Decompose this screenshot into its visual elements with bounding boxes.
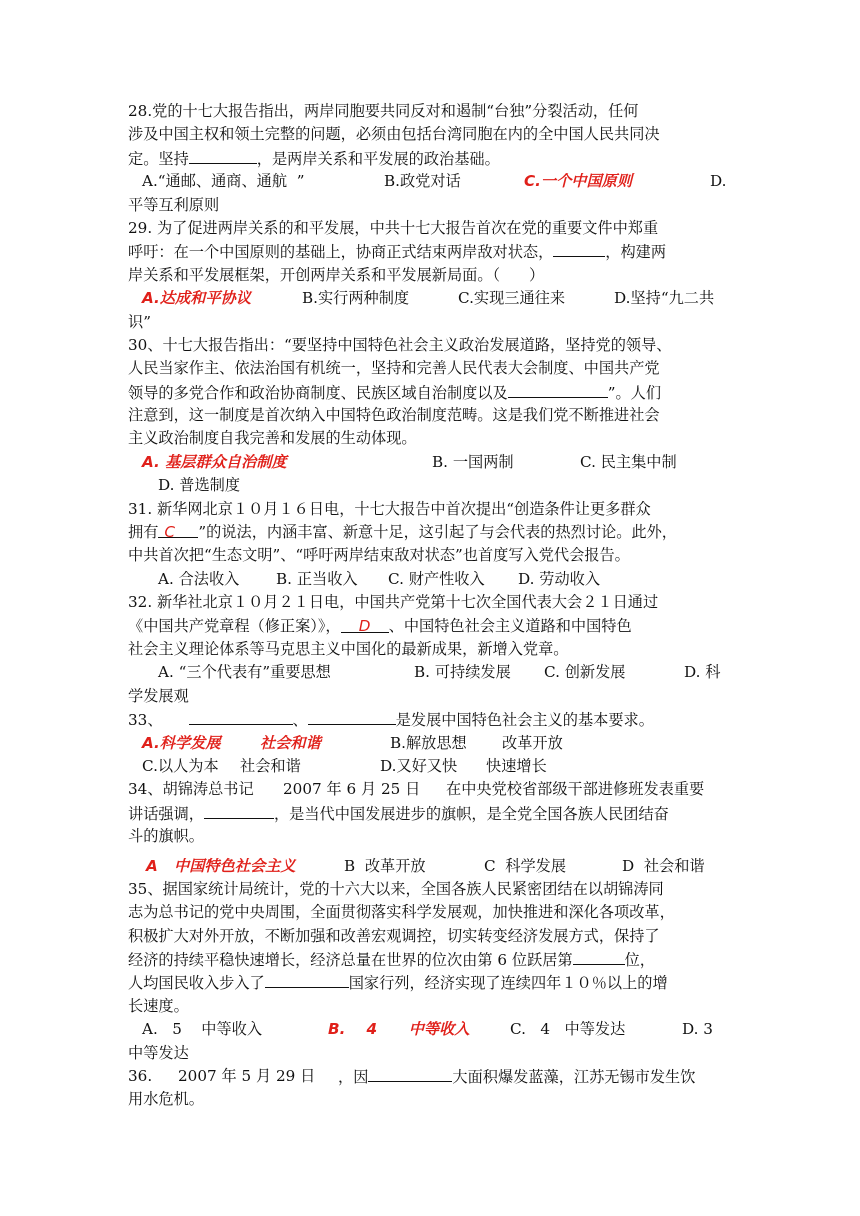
q32-line-1 [128, 591, 734, 614]
answer-blank [368, 1065, 452, 1082]
option-b-part-2: 改革开放 [502, 733, 563, 752]
option-d: D. [710, 172, 727, 191]
q35-text: 人均国民收入步入了 [128, 974, 265, 993]
q33-text: 是发展中国特色社会主义的基本要求。 [395, 711, 654, 730]
q30-line-3 [128, 381, 734, 404]
q30-line-4 [128, 404, 734, 427]
option-c-part-2: 社会和谐 [240, 756, 301, 775]
q30-line-5 [128, 427, 734, 450]
correct-option-a-part-2: 社会和谐 [260, 733, 321, 752]
q34-line-1 [128, 778, 734, 801]
answer-blank [308, 708, 396, 725]
q28-options [128, 170, 734, 193]
q35-line-4 [128, 948, 734, 971]
answer-blank [573, 948, 625, 965]
q28-line-3 [128, 147, 734, 170]
option-a: A.“通邮、通商、通航 ” [142, 172, 305, 191]
q35-line-5 [128, 971, 734, 994]
option-c: C.以人为本 [142, 756, 219, 775]
option-d-cont: 平等互利原则 [128, 195, 220, 214]
q35-text: 35、据国家统计局统计，党的十六大以来，全国各族人民紧密团结在以胡锦涛同 [128, 879, 664, 898]
q36-text: ，因 [338, 1068, 369, 1087]
option-c: C. 民主集中制 [580, 452, 677, 471]
answer-blank [508, 381, 608, 398]
q36-number: 36. [128, 1067, 153, 1086]
option-d: D. 3 [682, 1020, 713, 1039]
answer-blank [189, 708, 293, 725]
q32-line-2 [128, 615, 734, 638]
q34-options [128, 855, 734, 878]
q36-line-2 [128, 1088, 734, 1111]
correct-option-c: C.一个中国原则 [524, 172, 633, 191]
q35-text: 志为总书记的党中央周围，全面贯彻落实科学发展观，加快推进和深化各项改革， [128, 903, 675, 922]
q29-text: 岸关系和平发展框架，开创两岸关系和平发展新局面。（ ） [128, 265, 545, 284]
q29-options-cont [128, 311, 734, 334]
q32-text: 《中国共产党章程（修正案）》， [128, 616, 341, 635]
q33-options-2 [128, 755, 734, 778]
answer-filled-d: D [341, 615, 389, 633]
option-b: B.解放思想 [390, 733, 467, 752]
q31-line-1 [128, 498, 734, 521]
q32-text: 32. 新华社北京１０月２１日电，中国共产党第十七次全国代表大会２１日通过 [128, 593, 659, 612]
q32-text: 、中国特色社会主义道路和中国特色 [388, 616, 632, 635]
option-c: C 科学发展 [484, 856, 567, 875]
q31-text: 拥有 [128, 523, 159, 542]
q29-options [128, 287, 734, 310]
option-d-part-2: 快速增长 [486, 756, 547, 775]
q34-line-3 [128, 825, 734, 848]
q36-text: 用水危机。 [128, 1090, 204, 1109]
q35-line-3 [128, 925, 734, 948]
option-b: B. 一国两制 [432, 452, 514, 471]
q30-options-cont [128, 474, 734, 497]
correct-option-b: B. 4 中等收入 [328, 1020, 470, 1039]
q34-text: 34、胡锦涛总书记 [128, 780, 254, 799]
q34-text: 斗的旗帜。 [128, 827, 204, 846]
q28-line-1 [128, 100, 734, 123]
q33-options-1 [128, 732, 734, 755]
q35-line-1 [128, 878, 734, 901]
q32-options [128, 661, 734, 684]
option-d-cont: 中等发达 [128, 1043, 189, 1062]
option-d: D. 普选制度 [158, 476, 241, 495]
option-d: D. 劳动收入 [518, 569, 601, 588]
option-d: D.坚持“九二共 [614, 289, 715, 308]
option-d-cont: 识” [128, 312, 151, 331]
correct-option-a: A [146, 856, 158, 875]
option-a: A. “三个代表有”重要思想 [158, 663, 331, 682]
q35-line-6 [128, 995, 734, 1018]
q30-line-1 [128, 334, 734, 357]
q30-text: 领导的多党合作和政治协商制度、民族区域自治制度以及 [128, 383, 508, 402]
q28-text: 28.党的十七大报告指出，两岸同胞要共同反对和遏制“台独”分裂活动，任何 [128, 102, 639, 120]
q34-line-2 [128, 802, 734, 825]
q30-options [128, 451, 734, 474]
document-page [128, 100, 734, 1112]
option-b: B.政党对话 [384, 172, 461, 191]
q30-text: 30、十七大报告指出：“要坚持中国特色社会主义政治发展道路，坚持党的领导、 [128, 335, 672, 354]
q28-text: 定。坚持 [128, 149, 189, 168]
q36-line-1 [128, 1065, 734, 1088]
option-c: C. 4 中等发达 [510, 1020, 626, 1039]
correct-option-a: A.达成和平协议 [142, 289, 251, 308]
option-a: A. 5 中等收入 [142, 1020, 263, 1039]
q30-line-2 [128, 357, 734, 380]
q31-text: ”的说法，内涵丰富、新意十足，这引起了与会代表的热烈讨论。此外， [198, 523, 677, 542]
option-b: B.实行两种制度 [302, 289, 410, 308]
q35-text: 国家行列，经济实现了连续四年１０％以上的增 [348, 974, 668, 993]
q29-line-2 [128, 240, 734, 263]
q29-text: 呼吁：在一个中国原则的基础上，协商正式结束两岸敌对状态， [128, 243, 554, 262]
q28-text: 涉及中国主权和领土完整的问题，必须由包括台湾同胞在内的全中国人民共同决 [128, 125, 660, 144]
option-b: B. 正当收入 [276, 569, 358, 588]
q35-text: 经济的持续平稳快速增长，经济总量在世界的位次由第 6 位跃居第 [128, 951, 573, 970]
option-a: A. 合法收入 [158, 569, 240, 588]
q31-line-2 [128, 521, 734, 544]
correct-option-a: A.科学发展 [142, 733, 221, 752]
q30-text: 主义政治制度自我完善和发展的生动体现。 [128, 429, 417, 448]
q28-line-2 [128, 123, 734, 146]
q34-text: 在中央党校省部级干部进修班发表重要 [446, 780, 705, 799]
q28-options-cont [128, 194, 734, 217]
option-c: C. 财产性收入 [388, 569, 485, 588]
q35-text: 积极扩大对外开放，不断加强和改善宏观调控，切实转变经济发展方式，保持了 [128, 926, 660, 945]
q29-text: ，构建两 [605, 243, 666, 262]
q30-text: ”。人们 [607, 383, 662, 402]
q31-options [128, 568, 734, 591]
q30-text: 人民当家作主、依法治国有机统一，坚持和完善人民代表大会制度、中国共产党 [128, 359, 660, 378]
answer-blank [265, 971, 349, 988]
q31-text: 31. 新华网北京１０月１６日电，十七大报告中首次提出“创造条件让更多群众 [128, 499, 651, 518]
q35-line-2 [128, 901, 734, 924]
q31-line-3 [128, 544, 734, 567]
q29-line-3 [128, 264, 734, 287]
option-c: C. 创新发展 [544, 663, 626, 682]
q36-date: 2007 年 5 月 29 日 [178, 1067, 316, 1086]
answer-blank [204, 802, 274, 819]
q34-date: 2007 年 6 月 25 日 [283, 780, 421, 799]
option-d: D 社会和谐 [622, 856, 705, 875]
q34-text: 讲话强调， [128, 804, 204, 823]
answer-blank [553, 240, 605, 257]
option-d: D. 科 [684, 663, 721, 682]
correct-option-a: A. 基层群众自治制度 [142, 452, 287, 471]
q30-text: 注意到，这一制度是首次纳入中国特色政治制度范畴。这是我们党不断推进社会 [128, 406, 660, 425]
q28-text: ，是两岸关系和平发展的政治基础。 [256, 149, 500, 168]
q35-text: 位， [624, 951, 655, 970]
q34-text: ，是当代中国发展进步的旗帜，是全党全国各族人民团结奋 [273, 804, 669, 823]
correct-option-a-text: 中国特色社会主义 [174, 856, 296, 875]
q35-options-cont [128, 1042, 734, 1065]
option-b: B 改革开放 [344, 856, 426, 875]
option-b: B. 可持续发展 [414, 663, 511, 682]
q35-options [128, 1018, 734, 1041]
q32-line-3 [128, 638, 734, 661]
q35-text: 长速度。 [128, 996, 189, 1015]
answer-blank [189, 147, 257, 164]
option-d-cont: 学发展观 [128, 686, 189, 705]
answer-filled-c: C [158, 521, 198, 538]
option-d: D.又好又快 [380, 756, 458, 775]
q32-text: 社会主义理论体系等马克思主义中国化的最新成果，新增入党章。 [128, 639, 569, 658]
option-c: C.实现三通往来 [458, 289, 566, 308]
q32-options-cont [128, 685, 734, 708]
q36-text: 大面积爆发蓝藻，江苏无锡市发生饮 [452, 1068, 696, 1087]
q29-line-1 [128, 217, 734, 240]
q29-text: 29. 为了促进两岸关系的和平发展，中共十七大报告首次在党的重要文件中郑重 [128, 218, 659, 237]
q33-number: 33、 [128, 711, 163, 730]
q33-text: 、 [292, 711, 308, 730]
q33-line-1 [128, 708, 734, 731]
q31-text: 中共首次把“生态文明”、“呼吁两岸结束敌对状态”也首度写入党代会报告。 [128, 546, 630, 565]
